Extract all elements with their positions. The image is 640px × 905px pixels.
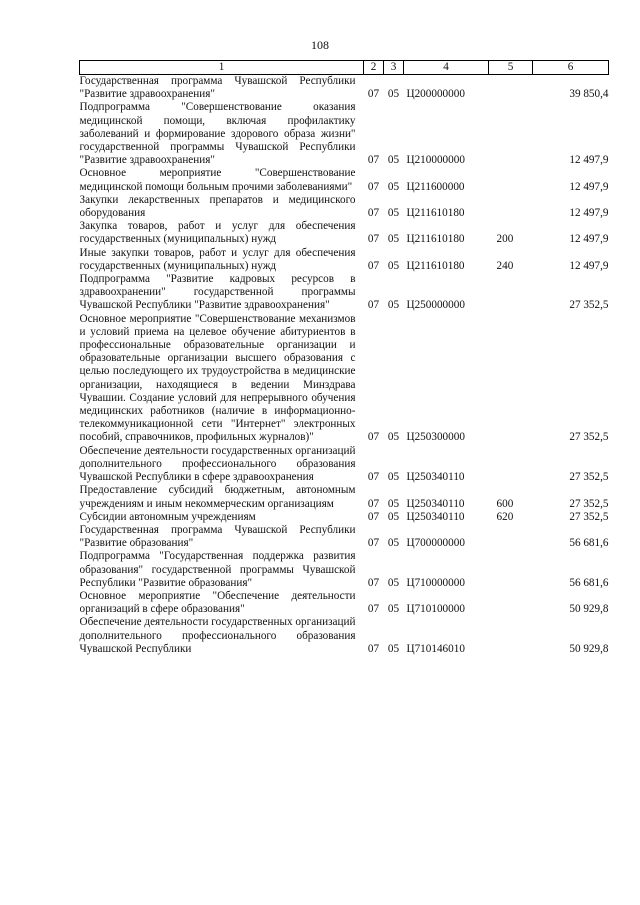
row-expense-type: [489, 550, 533, 590]
row-podrazdel: 05: [387, 207, 400, 220]
row-amount: 27 352,5: [569, 471, 609, 484]
header-col-3: 3: [384, 61, 404, 75]
row-name: Субсидии автономным учреждениям: [79, 510, 256, 523]
row-expense-type: [489, 167, 533, 193]
row-podrazdel: 05: [387, 431, 400, 444]
row-target-article: Ц250340110: [406, 510, 465, 523]
row-name: Основное мероприятие "Совершенствование механизмов и условий приема на целевое обучение абитуриентов в профессиональные образовательные организации и образовательные организации высшего образования с целью последующего их трудоустройства в медицинские организации, находящиеся в ведении Минздрава Чувашии. Создание условий для непрерывного обучения медицинских работников (наличие в информационно-телекоммуникационной сети "Интернет" электронных пособий, справочников, профильных журналов)": [79, 312, 356, 444]
row-podrazdel: 05: [387, 497, 400, 510]
page-number: 108: [311, 38, 329, 52]
row-razdel: 07: [367, 642, 380, 655]
header-col-1: 1: [80, 61, 364, 75]
row-target-article: Ц211610180: [406, 207, 465, 220]
header-col-5: 5: [489, 61, 533, 75]
row-name: Иные закупки товаров, работ и услуг для обеспечения государственных (муниципальных) нужд: [79, 246, 356, 272]
table-row: [80, 445, 609, 485]
row-name: Государственная программа Чувашской Республики "Развитие здравоохранения": [79, 75, 356, 101]
row-target-article: Ц710000000: [406, 576, 465, 589]
row-razdel: 07: [367, 180, 380, 193]
row-name: Подпрограмма "Совершенствование оказания медицинской помощи, включая профилактику заболеваний и формирование здорового образа жизни" государственной программы Чувашской Республики "Развитие здравоохранения": [79, 101, 356, 167]
row-amount: 12 497,9: [569, 259, 609, 272]
row-amount: 50 929,8: [569, 642, 609, 655]
row-expense-type: [489, 524, 533, 550]
row-podrazdel: 05: [387, 510, 400, 523]
row-razdel: 07: [367, 233, 380, 246]
table-row: [80, 75, 609, 102]
row-amount: 50 929,8: [569, 603, 609, 616]
row-podrazdel: 05: [387, 603, 400, 616]
row-podrazdel: 05: [387, 537, 400, 550]
table-row: [80, 616, 609, 656]
row-razdel: 07: [367, 431, 380, 444]
budget-table: [79, 60, 609, 656]
row-name: Государственная программа Чувашской Республики "Развитие образования": [79, 523, 356, 550]
row-podrazdel: 05: [387, 180, 400, 193]
row-expense-type: 600: [496, 497, 514, 510]
header-col-2: 2: [364, 61, 384, 75]
table-row: [80, 313, 609, 445]
row-amount: 12 497,9: [569, 180, 609, 193]
table-row: [80, 484, 609, 510]
header-col-4: 4: [404, 61, 489, 75]
row-target-article: Ц250340110: [406, 497, 465, 510]
table-row: [80, 220, 609, 246]
row-razdel: 07: [367, 537, 380, 550]
row-amount: 56 681,6: [569, 537, 609, 550]
row-expense-type: 200: [496, 233, 514, 246]
row-podrazdel: 05: [387, 471, 400, 484]
table-row: [80, 247, 609, 273]
row-expense-type: 620: [496, 510, 514, 523]
row-expense-type: [489, 273, 533, 313]
row-name: Обеспечение деятельности государственных организаций дополнительного профессионального образования Чувашской Республики в сфере здравоохранения: [79, 444, 356, 484]
row-expense-type: [489, 445, 533, 485]
row-expense-type: [489, 194, 533, 220]
row-razdel: 07: [367, 88, 380, 101]
row-podrazdel: 05: [387, 576, 400, 589]
row-expense-type: [489, 75, 533, 102]
row-name: Закупки лекарственных препаратов и медицинского оборудования: [79, 193, 356, 220]
table-row: [80, 101, 609, 167]
row-name: Подпрограмма "Государственная поддержка развития образования" государственной программы Чувашской Республики "Развитие образования": [79, 550, 356, 589]
table-row: [80, 194, 609, 220]
table-row: [80, 511, 609, 524]
row-podrazdel: 05: [387, 642, 400, 655]
row-name: Обеспечение деятельности государственных организаций дополнительного профессионального образования Чувашской Республики: [79, 616, 356, 655]
row-name: Закупка товаров, работ и услуг для обеспечения государственных (муниципальных) нужд: [79, 220, 356, 246]
table-row: [80, 167, 609, 193]
row-amount: 27 352,5: [569, 510, 609, 523]
row-target-article: Ц200000000: [406, 88, 465, 101]
table-row: [80, 590, 609, 616]
row-razdel: 07: [367, 299, 380, 312]
row-target-article: Ц211600000: [406, 180, 465, 193]
row-target-article: Ц710146010: [406, 642, 465, 655]
row-expense-type: 240: [496, 259, 514, 272]
row-target-article: Ц700000000: [406, 537, 465, 550]
row-razdel: 07: [367, 154, 380, 167]
table-row: [80, 273, 609, 313]
row-name: Основное мероприятие "Совершенствование медицинской помощи больным прочими заболеваниями": [79, 167, 356, 193]
row-target-article: Ц250300000: [406, 431, 465, 444]
row-amount: 27 352,5: [569, 497, 609, 510]
row-amount: 27 352,5: [569, 299, 609, 312]
row-amount: 56 681,6: [569, 576, 609, 589]
row-podrazdel: 05: [387, 154, 400, 167]
row-expense-type: [489, 101, 533, 167]
table-header-row: [80, 61, 609, 75]
row-podrazdel: 05: [387, 299, 400, 312]
row-expense-type: [489, 313, 533, 445]
row-name: Основное мероприятие "Обеспечение деятельности организаций в сфере образования": [79, 589, 356, 616]
row-target-article: Ц211610180: [406, 233, 465, 246]
table-row: [80, 524, 609, 550]
row-name: Подпрограмма "Развитие кадровых ресурсов в здравоохранении" государственной программы Чувашской Республики "Развитие здравоохранения": [79, 273, 356, 312]
row-razdel: 07: [367, 259, 380, 272]
row-target-article: Ц250340110: [406, 471, 465, 484]
row-razdel: 07: [367, 207, 380, 220]
row-target-article: Ц210000000: [406, 154, 465, 167]
row-name: Предоставление субсидий бюджетным, автономным учреждениям и иным некоммерческим организациям: [79, 484, 356, 510]
row-amount: 12 497,9: [569, 154, 609, 167]
table-body: [80, 75, 609, 656]
header-col-6: 6: [533, 61, 609, 75]
row-amount: 39 850,4: [569, 88, 609, 101]
row-razdel: 07: [367, 603, 380, 616]
row-razdel: 07: [367, 510, 380, 523]
row-target-article: Ц710100000: [406, 603, 465, 616]
table-row: [80, 550, 609, 590]
row-target-article: Ц250000000: [406, 299, 465, 312]
row-amount: 12 497,9: [569, 233, 609, 246]
row-amount: 27 352,5: [569, 431, 609, 444]
row-razdel: 07: [367, 471, 380, 484]
row-podrazdel: 05: [387, 259, 400, 272]
row-podrazdel: 05: [387, 88, 400, 101]
row-amount: 12 497,9: [569, 207, 609, 220]
row-target-article: Ц211610180: [406, 259, 465, 272]
row-expense-type: [489, 590, 533, 616]
row-razdel: 07: [367, 497, 380, 510]
row-expense-type: [489, 616, 533, 656]
row-podrazdel: 05: [387, 233, 400, 246]
row-razdel: 07: [367, 576, 380, 589]
